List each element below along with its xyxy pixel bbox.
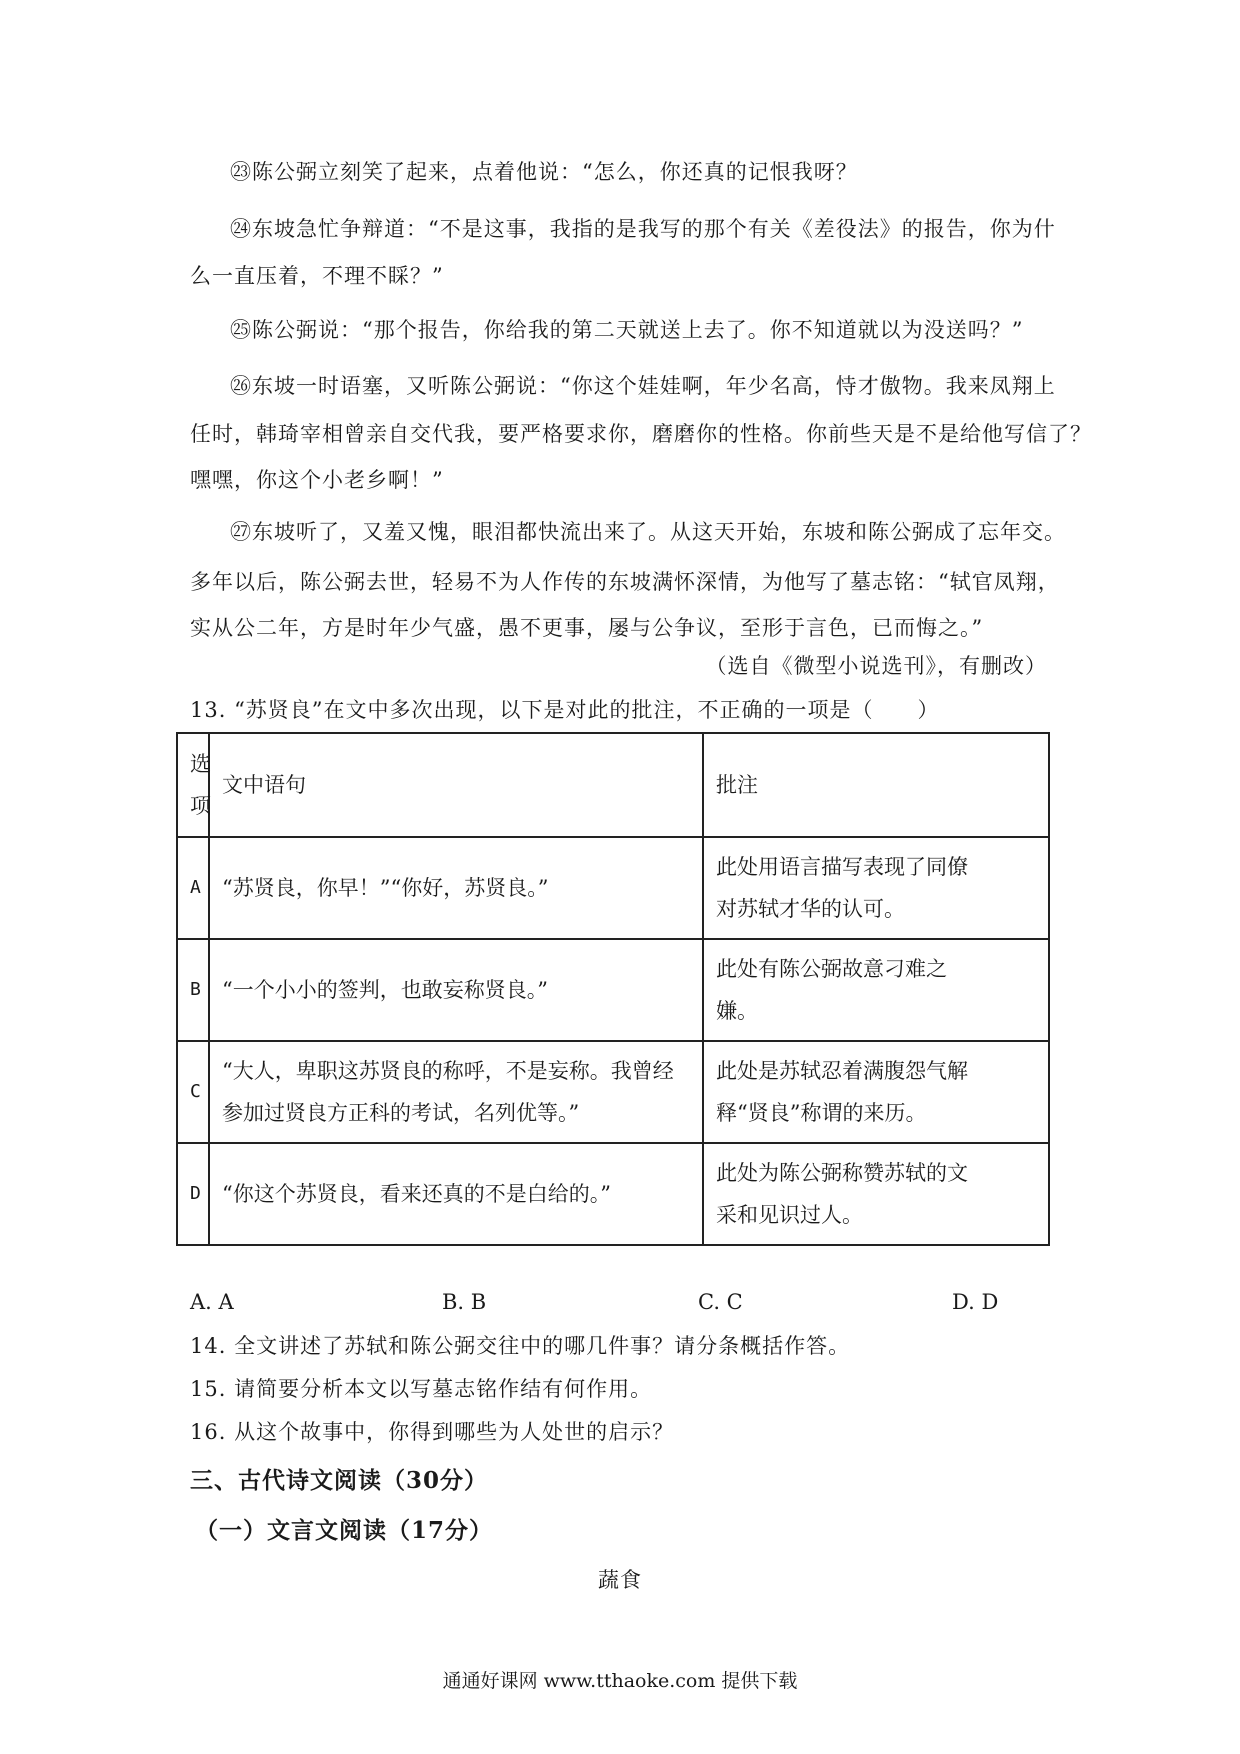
table-header-row: [177, 733, 1049, 837]
annotation-table: [176, 732, 1050, 1246]
header-sentence: 文中语句: [209, 733, 703, 837]
comment-cell: 此处用语言描写表现了同僚 对苏轼才华的认可。: [703, 837, 1049, 939]
header-option: 选 项: [177, 733, 209, 837]
option-letter: D: [177, 1143, 209, 1245]
question-15: 15. 请简要分析本文以写墓志铭作结有何作用。: [190, 1377, 653, 1401]
paragraph-23: ㉓陈公弼立刻笑了起来，点着他说：“怎么，你还真的记恨我呀？: [230, 160, 858, 184]
question-16: 16. 从这个故事中，你得到哪些为人处世的启示？: [190, 1420, 675, 1444]
comment-cell: 此处是苏轼忍着满腹怨气解 释“贤良”称谓的来历。: [703, 1041, 1049, 1143]
sentence-cell: “一个小小的签判，也敢妄称贤良。”: [209, 939, 703, 1041]
choice-b: B. B: [442, 1290, 487, 1314]
table-row: [177, 837, 1049, 939]
paragraph-25: ㉕陈公弼说：“那个报告，你给我的第二天就送上去了。你不知道就以为没送吗？”: [230, 318, 1024, 342]
table-row: [177, 1143, 1049, 1245]
table-row: [177, 1041, 1049, 1143]
section-3-1-heading: （一）文言文阅读（17分）: [195, 1517, 494, 1544]
choice-d: D. D: [952, 1290, 999, 1314]
question-13-stem: 13. “苏贤良”在文中多次出现，以下是对此的批注，不正确的一项是（ ）: [190, 698, 940, 722]
paragraph-27-line-1: ㉗东坡听了，又羞又愧，眼泪都快流出来了。从这天开始，东坡和陈公弼成了忘年交。: [230, 520, 1066, 544]
footer-credit: 通通好课网 www.tthaoke.com 提供下载: [442, 1670, 798, 1692]
comment-cell: 此处有陈公弼故意刁难之 嫌。: [703, 939, 1049, 1041]
paragraph-27-line-3: 实从公二年，方是时年少气盛，愚不更事，屡与公争议，至形于言色，已而悔之。”: [190, 616, 984, 640]
table-row: [177, 939, 1049, 1041]
choice-c: C. C: [698, 1290, 743, 1314]
sentence-cell: “苏贤良，你早！”“你好，苏贤良。”: [209, 837, 703, 939]
paragraph-24-line-2: 么一直压着，不理不睬？”: [190, 264, 444, 288]
option-letter: C: [177, 1041, 209, 1143]
header-comment: 批注: [703, 733, 1049, 837]
paragraph-24-line-1: ㉔东坡急忙争辩道：“不是这事，我指的是我写的那个有关《差役法》的报告，你为什: [230, 217, 1056, 241]
comment-cell: 此处为陈公弼称赞苏轼的文 采和见识过人。: [703, 1143, 1049, 1245]
question-14: 14. 全文讲述了苏轼和陈公弼交往中的哪几件事？请分条概括作答。: [190, 1334, 851, 1358]
poem-title: 蔬食: [598, 1568, 642, 1592]
paragraph-27-line-2: 多年以后，陈公弼去世，轻易不为人作传的东坡满怀深情，为他写了墓志铭：“轼官凤翔，: [190, 570, 1060, 594]
source-citation: （选自《微型小说选刊》，有删改）: [705, 654, 1047, 678]
option-letter: B: [177, 939, 209, 1041]
option-letter: A: [177, 837, 209, 939]
section-3-heading: 三、古代诗文阅读（30分）: [190, 1467, 489, 1494]
choice-a: A. A: [190, 1290, 234, 1314]
sentence-cell: “你这个苏贤良，看来还真的不是白给的。”: [209, 1143, 703, 1245]
paragraph-26-line-3: 嘿嘿，你这个小老乡啊！”: [190, 468, 444, 492]
paragraph-26-line-1: ㉖东坡一时语塞，又听陈公弼说：“你这个娃娃啊，年少名高，恃才傲物。我来凤翔上: [230, 374, 1056, 398]
paragraph-26-line-2: 任时，韩琦宰相曾亲自交代我，要严格要求你，磨磨你的性格。你前些天是不是给他写信了？: [190, 422, 1092, 446]
sentence-cell: “大人，卑职这苏贤良的称呼，不是妄称。我曾经 参加过贤良方正科的考试，名列优等。”: [209, 1041, 703, 1143]
